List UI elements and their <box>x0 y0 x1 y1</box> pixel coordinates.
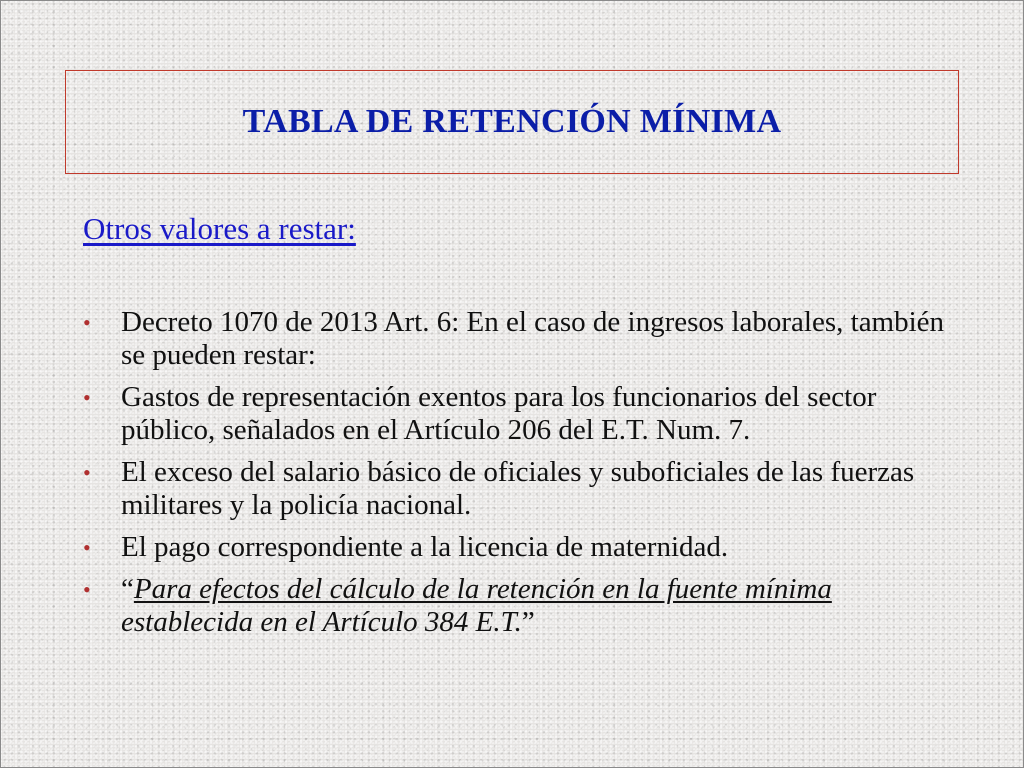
bullet-icon: • <box>83 460 91 485</box>
bullet-icon: • <box>83 385 91 410</box>
list-item <box>83 531 963 564</box>
slide-title: TABLA DE RETENCIÓN MÍNIMA <box>242 103 782 140</box>
list-item <box>83 456 963 522</box>
quote-open: “ <box>121 573 134 605</box>
section-subtitle: Otros valores a restar: <box>83 211 356 246</box>
list-item-text: Decreto 1070 de 2013 Art. 6: En el caso de ingresos laborales, también se pueden restar: <box>121 306 945 371</box>
list-item-text: El exceso del salario básico de oficiales y suboficiales de las fuerzas militares y la policía nacional. <box>121 456 915 521</box>
bullet-icon: • <box>83 310 91 335</box>
bullet-icon: • <box>83 535 91 560</box>
list-item <box>83 573 963 639</box>
title-box <box>65 70 959 174</box>
list-item <box>83 381 963 447</box>
list-item-text: El pago correspondiente a la licencia de maternidad. <box>121 531 729 563</box>
quote-underlined-text: Para efectos del cálculo de la retención en la fuente mínima <box>133 573 832 605</box>
quote-close: ” <box>521 606 535 638</box>
quote-rest-text: establecida en el Artículo 384 E.T. <box>121 606 522 638</box>
list-item-text: Gastos de representación exentos para los funcionarios del sector público, señalados en el Artículo 206 del E.T. Num. 7. <box>121 381 877 446</box>
list-item <box>83 306 963 372</box>
bullet-list <box>83 306 963 648</box>
bullet-icon: • <box>83 577 91 602</box>
